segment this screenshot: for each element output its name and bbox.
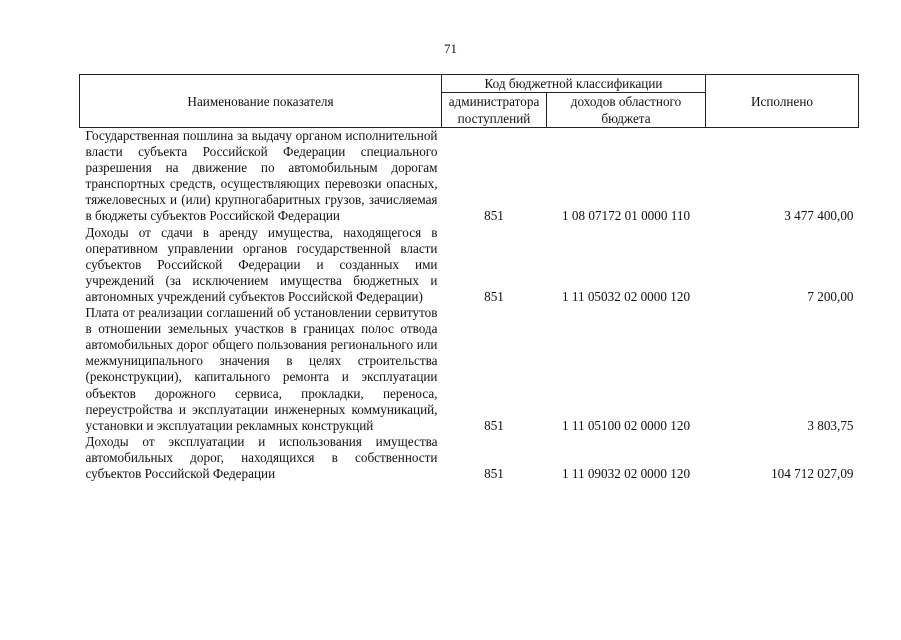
administrator-code: 851	[484, 208, 504, 224]
administrator-code: 851	[484, 465, 504, 481]
page-number: 71	[444, 41, 457, 56]
executed-amount: 104 712 027,09	[771, 465, 854, 481]
budget-classification-code: 1 11 05032 02 0000 120	[561, 288, 691, 304]
indicator-name: Государственная пошлина за выдачу органом исполнительной власти субъекта Российской Федерации специального разрешения на движение по автомобильным дорогам транспортных средств, осуществляющих перевозки опасных, тяжеловесных и (или) крупногабаритных грузов, зачисляемая в бюджеты субъектов Российской Федерации	[85, 128, 438, 224]
table-row	[80, 225, 859, 305]
header-executed: Исполнено	[706, 75, 859, 128]
indicator-name: Доходы от эксплуатации и использования имущества автомобильных дорог, находящихся в собственности субъектов Российской Федерации	[85, 433, 438, 481]
budget-classification-code: 1 08 07172 01 0000 110	[561, 208, 691, 224]
header-budget-code-group: Код бюджетной классификации	[442, 75, 706, 93]
budget-classification-code: 1 11 05100 02 0000 120	[561, 417, 691, 433]
table-row	[80, 128, 859, 225]
header-indicator-name: Наименование показателя	[80, 75, 442, 128]
header-regional-income: доходов областного бюджета	[547, 93, 706, 128]
budget-classification-code: 1 11 09032 02 0000 120	[561, 465, 691, 481]
administrator-code: 851	[484, 417, 504, 433]
executed-amount: 3 477 400,00	[784, 208, 854, 224]
administrator-code: 851	[484, 288, 504, 304]
indicator-name: Плата от реализации соглашений об установлении сервитутов в отношении земельных участков в границах полос отвода автомобильных дорог общего пользования регионального или межмуниципального значения в целях строительства (реконструкции), капитального ремонта и эксплуатации объектов дорожного сервиса, прокладки, переноса, переустройства и эксплуатации инженерных коммуникаций, установки и эксплуатации рекламных конструкций	[85, 305, 438, 433]
executed-amount: 3 803,75	[807, 417, 854, 433]
table-row	[80, 434, 859, 482]
header-administrator: администратора поступлений	[442, 93, 547, 128]
budget-income-table	[79, 74, 859, 482]
executed-amount: 7 200,00	[807, 288, 854, 304]
table-row	[80, 305, 859, 434]
indicator-name: Доходы от сдачи в аренду имущества, находящегося в оперативном управлении органов государственной власти субъектов Российской Федерации и созданных ими учреждений (за исключением имущества бюджетных и автономных учреждений субъектов Российской Федерации)	[85, 224, 438, 304]
